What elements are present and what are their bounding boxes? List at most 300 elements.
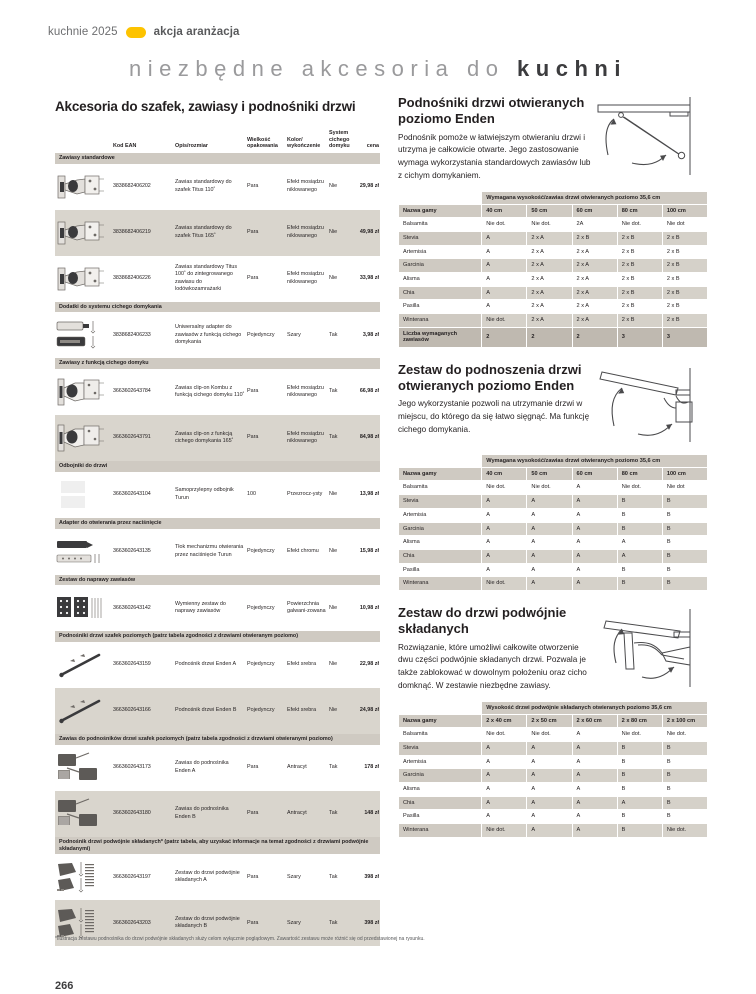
page-title-bold: kuchni <box>517 56 627 81</box>
cell-system: Nie <box>329 688 354 734</box>
cell-ean: 3663602643197 <box>113 873 151 880</box>
compat-cell: 2 x B <box>621 248 635 255</box>
cell-color: Efekt srebra <box>287 661 317 668</box>
compat-row <box>399 481 707 494</box>
compat-cell: A <box>486 786 490 793</box>
compat-cell: A <box>531 786 536 793</box>
compat-span-row <box>399 702 707 714</box>
cell-color: Efekt mosiądzu niklowanego <box>287 415 329 461</box>
compat-cell: 2 x B <box>666 303 680 310</box>
product-thumbnail <box>55 745 113 791</box>
compat-cell: Nie dot. <box>666 731 687 738</box>
compat-cell: B <box>666 566 671 573</box>
cell-pack: Para <box>247 415 287 461</box>
info-block-title: Podnośniki drzwi otwieranych poziomo Enden <box>398 95 585 126</box>
page-number: 266 <box>55 980 74 992</box>
compat-row-name: Artemisia <box>403 511 427 518</box>
cell-pack: Para <box>247 388 259 395</box>
cell-color: Szary <box>287 900 329 946</box>
cell-pack: Para <box>247 873 259 880</box>
compat-col-header: 2 x 100 cm <box>663 715 707 728</box>
info-block <box>398 95 708 348</box>
compat-cell: 2 x A <box>527 232 571 245</box>
product-thumbnail <box>55 369 113 415</box>
compat-cell: A <box>576 484 581 491</box>
damper-adapter-icon <box>55 318 107 352</box>
table-row[interactable] <box>55 312 380 358</box>
compat-cell: B <box>618 577 662 590</box>
cell-color: Szary <box>287 873 301 880</box>
cell-price: 24,98 zł <box>354 688 380 734</box>
compat-row <box>399 550 707 563</box>
compatibility-table <box>398 454 708 591</box>
compat-header-row <box>399 715 707 728</box>
compat-row-name: Winterana <box>399 577 481 590</box>
product-thumbnail <box>55 312 113 358</box>
cell-price: 29,98 zł <box>359 182 379 189</box>
table-row[interactable] <box>55 585 380 631</box>
table-row[interactable] <box>55 164 380 210</box>
table-group-label: Odbojniki do drzwi <box>55 461 380 472</box>
cell-desc: Zawias standardowy do szafek Titus 165˚ <box>175 210 247 256</box>
compat-cell: 2 x A <box>576 248 589 255</box>
compat-cell: Nie dot. <box>621 484 641 491</box>
compat-cell: Nie dot. <box>486 484 506 491</box>
cell-desc: Podnośnik drzwi Enden B <box>175 688 247 734</box>
compat-name-header: Nazwa gamy <box>399 468 481 481</box>
product-thumbnail <box>55 472 113 518</box>
compat-row <box>399 273 707 286</box>
compat-total-cell: 3 <box>663 328 707 347</box>
info-block <box>398 605 708 838</box>
compat-row-name: Balsamita <box>403 484 428 491</box>
compat-total-cell: 2 <box>527 328 571 347</box>
table-group-label: Zestaw do naprawy zawiasów <box>55 575 380 586</box>
compat-row-name: Chia <box>399 287 481 300</box>
compat-cell: A <box>482 523 526 536</box>
compat-row <box>399 259 707 272</box>
page-header <box>48 26 240 38</box>
compat-cell: A <box>576 511 581 518</box>
compat-cell: A <box>618 797 662 810</box>
lift-rod-icon <box>55 648 107 682</box>
compat-span-spacer <box>399 702 481 714</box>
compat-cell: Nie dot. <box>621 221 641 228</box>
compat-row <box>399 218 707 231</box>
compat-cell: A <box>573 824 617 837</box>
compat-cell: 2 x A <box>573 259 617 272</box>
compat-span-header: Wysokość drzwi podwójnie składanych otwieranych poziomo 35,6 cm <box>482 702 707 714</box>
brand-label: kuchnie 2025 <box>48 26 118 38</box>
table-row[interactable] <box>55 472 380 518</box>
cell-price: 398 zł <box>354 900 380 946</box>
compat-cell: A <box>576 786 581 793</box>
cell-system: Nie <box>329 182 338 189</box>
cell-pack: Para <box>247 210 287 256</box>
lift-rod-icon <box>55 694 107 728</box>
compat-cell: A <box>573 577 617 590</box>
compat-cell: A <box>482 797 526 810</box>
col-desc: Opis/rozmiar <box>175 143 208 150</box>
compat-cell: 2 x B <box>666 248 680 255</box>
compat-row-name: Stevia <box>399 495 481 508</box>
cell-pack: Pojedynczy <box>247 331 275 338</box>
cell-desc: Zawias standardowy Titus 100˚ do zintegrowanego zawiasu do lodówkozamrażarki <box>175 263 238 292</box>
lift-hinge-icon <box>55 751 107 785</box>
table-row[interactable] <box>55 791 380 837</box>
compat-col-header: 50 cm <box>527 468 571 481</box>
compat-row <box>399 756 707 769</box>
compat-cell: B <box>663 577 707 590</box>
compat-cell: B <box>618 523 662 536</box>
cell-pack: Para <box>247 791 287 837</box>
repair-plate-icon <box>55 591 107 625</box>
compat-cell: A <box>482 769 526 782</box>
compatibility-table <box>398 701 708 838</box>
info-block <box>398 362 708 591</box>
table-group-header <box>55 575 380 586</box>
compat-row-name: Garcinia <box>399 769 481 782</box>
compat-total-cell: 3 <box>618 328 662 347</box>
product-thumbnail <box>55 791 113 837</box>
compat-cell: Nie dot <box>666 484 685 491</box>
compat-cell: A <box>576 566 581 573</box>
cell-ean: 3663602643159 <box>113 661 151 668</box>
compat-cell: 2 x B <box>618 259 662 272</box>
compat-row <box>399 769 707 782</box>
product-thumbnail <box>55 688 113 734</box>
compat-cell: A <box>573 742 617 755</box>
cell-price: 49,98 zł <box>354 210 380 256</box>
table-group-label: Dodatki do systemu cichego domykania <box>55 302 380 313</box>
compat-row <box>399 824 707 837</box>
compat-cell: 2 x B <box>663 259 707 272</box>
info-block-title: Zestaw do podnoszenia drzwi otwieranych poziomo Enden <box>398 361 582 393</box>
compat-cell: A <box>486 539 490 546</box>
compat-cell: 2 x A <box>576 276 589 283</box>
product-thumbnail <box>55 210 113 256</box>
push-to-open-icon <box>55 535 107 569</box>
compat-span-header: Wymagana wysokość/zawias drzwi otwieranych poziomo 35,6 cm <box>482 455 707 467</box>
compat-cell: B <box>666 786 671 793</box>
cell-color: Efekt chromu <box>287 547 319 554</box>
compat-col-header: 2 x 40 cm <box>482 715 526 728</box>
cell-system: Tak <box>329 415 354 461</box>
cell-ean: 3663602643166 <box>113 688 175 734</box>
cell-desc: Zawias do podnośnika Enden A <box>175 760 229 774</box>
compat-cell: Nie dot <box>666 221 685 228</box>
compat-cell: B <box>666 758 671 765</box>
cell-desc: Zawias standardowy do szafek Titus 110˚ <box>175 179 232 193</box>
table-row[interactable] <box>55 854 380 900</box>
compat-span-spacer <box>399 455 481 467</box>
cell-ean: 3663602643203 <box>113 900 175 946</box>
compat-cell: A <box>527 577 571 590</box>
compat-row-name: Chia <box>399 797 481 810</box>
compat-cell: A <box>576 758 581 765</box>
compat-cell: 2 x A <box>573 287 617 300</box>
compat-row-name: Winterana <box>399 314 481 327</box>
cell-price: 148 zł <box>354 791 380 837</box>
cell-ean: 3663602643791 <box>113 415 175 461</box>
table-row[interactable] <box>55 369 380 415</box>
cell-system: Tak <box>329 764 338 771</box>
compat-col-header: 40 cm <box>482 205 526 218</box>
compat-cell: A <box>486 566 490 573</box>
hinge-icon <box>55 216 107 250</box>
compat-cell: B <box>663 769 707 782</box>
compat-header-row <box>399 205 707 218</box>
compat-cell: A <box>527 797 571 810</box>
compat-total-cell: 2 <box>573 328 617 347</box>
info-block-body: Podnośnik pomoże w łatwiejszym otwieraniu drzwi i utrzyma je całkowicie otwarte. Jego zastosowanie wymaga wykorzystania standardowych zawiasów lub z cichym domykaniem. <box>398 132 591 180</box>
compat-cell: A <box>576 731 581 738</box>
compat-cell: A <box>531 566 536 573</box>
horizontal-lift-diagram <box>592 93 710 179</box>
cell-ean: 3838682406226 <box>113 274 151 281</box>
compat-cell: 2 x B <box>663 287 707 300</box>
compat-row <box>399 246 707 259</box>
compat-name-header: Nazwa gamy <box>399 205 481 218</box>
compat-cell: 2 x B <box>618 314 662 327</box>
compat-total-cell: 2 <box>482 328 526 347</box>
compat-row <box>399 300 707 313</box>
compat-cell: B <box>618 824 662 837</box>
compat-row <box>399 509 707 522</box>
compat-span-row <box>399 455 707 467</box>
compat-cell: A <box>482 550 526 563</box>
compat-row <box>399 536 707 549</box>
compat-row <box>399 523 707 536</box>
col-ean: Kod EAN <box>113 143 137 150</box>
compat-cell: A <box>486 248 490 255</box>
cell-color: Szary <box>287 331 301 338</box>
cell-color: Efekt srebra <box>287 688 329 734</box>
compat-row-name: Artemisia <box>403 248 427 255</box>
table-group-label: Adapter do otwierania przez naciśnięcie <box>55 518 380 529</box>
compat-cell: B <box>618 769 662 782</box>
info-block-body: Rozwiązanie, które umożliwi całkowite otworzenie dwu części podwójnie składanych drzwi. Pozwala je także zablokować w dowolnym położeniu oraz cicho domknąć. W zestawie niezbędne zawiasy. <box>398 642 587 690</box>
compat-cell: Nie dot. <box>531 731 551 738</box>
promo-pill-icon <box>126 27 146 38</box>
cell-system: Nie <box>329 210 354 256</box>
table-row[interactable] <box>55 642 380 688</box>
compat-col-header: 60 cm <box>573 205 617 218</box>
compat-span-header: Wymagana wysokość/zawias drzwi otwieranych poziomo 35,6 cm <box>482 192 707 204</box>
compat-cell: A <box>527 769 571 782</box>
left-section-title: Akcesoria do szafek, zawiasy i podnośniki drzwi <box>55 99 356 114</box>
info-block-title: Zestaw do drzwi podwójnie składanych <box>398 605 567 636</box>
compat-row-name: Alisma <box>403 276 420 283</box>
compat-row-name: Stevia <box>399 232 481 245</box>
cell-desc: Zawias clip-on Kombu z funkcją cichego domyku 110˚ <box>175 384 245 399</box>
cell-color: Powierzchnia galwani-zowana <box>287 600 326 615</box>
compat-span-row <box>399 192 707 204</box>
cell-ean: 3663602643180 <box>113 791 175 837</box>
compat-cell: 2 x B <box>621 303 635 310</box>
cell-ean: 3663602643135 <box>113 547 151 554</box>
cell-desc: Tłok mechanizmu otwierania przez naciśnięcie Turun <box>175 544 244 558</box>
compat-row <box>399 232 707 245</box>
table-row[interactable] <box>55 210 380 256</box>
table-row[interactable] <box>55 415 380 461</box>
compat-col-header: 2 x 50 cm <box>527 715 571 728</box>
compat-cell: 2 x B <box>621 276 635 283</box>
compat-row-name: Pasilla <box>403 303 420 310</box>
table-row[interactable] <box>55 688 380 734</box>
compat-cell: A <box>531 539 536 546</box>
promo-label: akcja aranżacja <box>153 26 240 38</box>
lift-set-diagram <box>592 360 710 446</box>
compat-total-row <box>399 328 707 347</box>
compat-cell: 2 x A <box>527 314 571 327</box>
compat-cell: B <box>621 786 626 793</box>
compat-cell: 2 x A <box>527 287 571 300</box>
compat-row <box>399 728 707 741</box>
table-group-label: Zawiasy z funkcją cichego domyku <box>55 358 380 369</box>
cell-price: 66,98 zł <box>359 388 379 395</box>
cell-color: Efekt mosiądzu niklowanego <box>287 384 324 399</box>
compat-cell: A <box>482 259 526 272</box>
product-thumbnail <box>55 164 113 210</box>
compat-cell: A <box>531 511 536 518</box>
col-price: cena <box>366 143 379 150</box>
compat-col-header: 100 cm <box>663 205 707 218</box>
cell-ean: 3663602643142 <box>113 604 151 611</box>
compat-cell: A <box>527 550 571 563</box>
footnote: *Ilustracja zestawu podnośnika do drzwi podwójnie składanych służy celom wyłącznie poglądowym. Zawartość zestawu może różnić się od przedstawionej na rysunku. <box>55 936 425 942</box>
cell-color: Przezrocz-ysty <box>287 491 323 498</box>
compat-cell: Nie dot. <box>531 484 551 491</box>
cell-price: 22,98 zł <box>359 661 379 668</box>
compat-cell: B <box>621 758 626 765</box>
cell-price: 398 zł <box>364 873 379 880</box>
compat-row-name: Garcinia <box>399 259 481 272</box>
cell-desc: Zawias clip-on z funkcją cichego domykania 165˚ <box>175 415 247 461</box>
cell-ean: 3838682406219 <box>113 210 175 256</box>
compat-cell: Nie dot. <box>531 221 551 228</box>
compat-cell: A <box>486 758 490 765</box>
table-row[interactable] <box>55 745 380 791</box>
compat-cell: B <box>663 550 707 563</box>
compat-row-name: Pasilla <box>403 813 420 820</box>
compat-cell: B <box>666 539 671 546</box>
compat-cell: B <box>663 742 707 755</box>
compat-cell: 2A <box>576 221 584 228</box>
table-group-header <box>55 518 380 529</box>
cell-pack: Para <box>247 274 259 281</box>
compat-cell: Nie dot. <box>621 731 641 738</box>
compat-cell: 2 x B <box>666 276 680 283</box>
compat-cell: A <box>486 813 490 820</box>
table-group-label: Zawias do podnośników drzwi szafek poziomych (patrz tabela zgodności z drzwiami otwieranymi poziomo) <box>55 734 380 745</box>
cell-price: 15,98 zł <box>359 547 379 554</box>
col-color: Kolor/ wykończenie <box>287 136 321 150</box>
table-group-label: Podnośnik drzwi podwójnie składanych* (patrz tabela, aby uzyskać informacje na temat zgodności z drzwiami podwójnie składanymi) <box>55 837 380 855</box>
compat-cell: B <box>663 797 707 810</box>
cell-desc: Samoprzylepny odbojnik Turun <box>175 487 234 501</box>
illustration <box>592 360 710 451</box>
table-group-header <box>55 358 380 369</box>
table-row[interactable] <box>55 256 380 302</box>
compat-row-name: Chia <box>399 550 481 563</box>
product-table-head <box>55 130 380 153</box>
compat-cell: 2 x B <box>663 314 707 327</box>
compat-row-name: Balsamita <box>403 221 428 228</box>
compat-cell: A <box>482 232 526 245</box>
cell-ean: 3663602643173 <box>113 764 151 771</box>
illustration <box>592 93 710 184</box>
compat-cell: Nie dot. <box>482 824 526 837</box>
table-row[interactable] <box>55 529 380 575</box>
cell-ean: 3663602643784 <box>113 388 151 395</box>
compat-cell: B <box>666 511 671 518</box>
cell-pack: Para <box>247 764 259 771</box>
cell-price: 3,98 zł <box>362 331 379 338</box>
lift-hinge-icon <box>55 797 107 831</box>
product-thumbnail <box>55 585 113 631</box>
compat-col-header: 60 cm <box>573 468 617 481</box>
table-group-header <box>55 461 380 472</box>
cell-system: Nie <box>329 274 338 281</box>
cell-desc: Wymienny zestaw do naprawy zawiasów <box>175 600 226 615</box>
right-column <box>398 95 708 852</box>
cell-system: Tak <box>329 900 354 946</box>
cell-price: 84,98 zł <box>354 415 380 461</box>
compat-row <box>399 742 707 755</box>
compat-cell: B <box>663 523 707 536</box>
compat-cell: A <box>573 797 617 810</box>
compat-row-name: Balsamita <box>403 731 428 738</box>
compat-cell: 2 x A <box>531 303 544 310</box>
compat-cell: 2 x B <box>618 287 662 300</box>
cell-desc: Zawias do podnośnika Enden B <box>175 791 247 837</box>
cell-system: Nie <box>329 547 338 554</box>
compat-col-header: 2 x 60 cm <box>573 715 617 728</box>
cell-pack: Pojedynczy <box>247 661 275 668</box>
compat-col-header: 50 cm <box>527 205 571 218</box>
compat-col-header: 80 cm <box>618 205 662 218</box>
col-image <box>55 130 113 153</box>
cell-pack: 100 <box>247 491 256 498</box>
product-thumbnail <box>55 415 113 461</box>
table-group-label: Zawiasy standardowe <box>55 153 380 164</box>
product-thumbnail <box>55 256 113 302</box>
cell-color: Antracyt <box>287 791 329 837</box>
compat-cell: B <box>618 495 662 508</box>
compat-cell: 2 x A <box>531 248 544 255</box>
compat-cell: Nie dot. <box>486 731 506 738</box>
cell-price: 13,98 zł <box>359 491 379 498</box>
compat-cell: A <box>527 742 571 755</box>
cell-price: 10,98 zł <box>359 604 379 611</box>
cell-system: Nie <box>329 491 338 498</box>
compat-row <box>399 810 707 823</box>
cell-system: Tak <box>329 388 338 395</box>
compat-cell: B <box>621 511 626 518</box>
table-group-header <box>55 734 380 745</box>
cell-system: Tak <box>329 873 338 880</box>
compat-col-header: 100 cm <box>663 468 707 481</box>
compat-cell: A <box>486 511 490 518</box>
compat-cell: A <box>527 523 571 536</box>
hinge-icon <box>55 170 107 204</box>
compat-row <box>399 564 707 577</box>
compat-row <box>399 314 707 327</box>
compat-col-header: 2 x 80 cm <box>618 715 662 728</box>
table-group-header <box>55 302 380 313</box>
compat-cell: A <box>618 550 662 563</box>
